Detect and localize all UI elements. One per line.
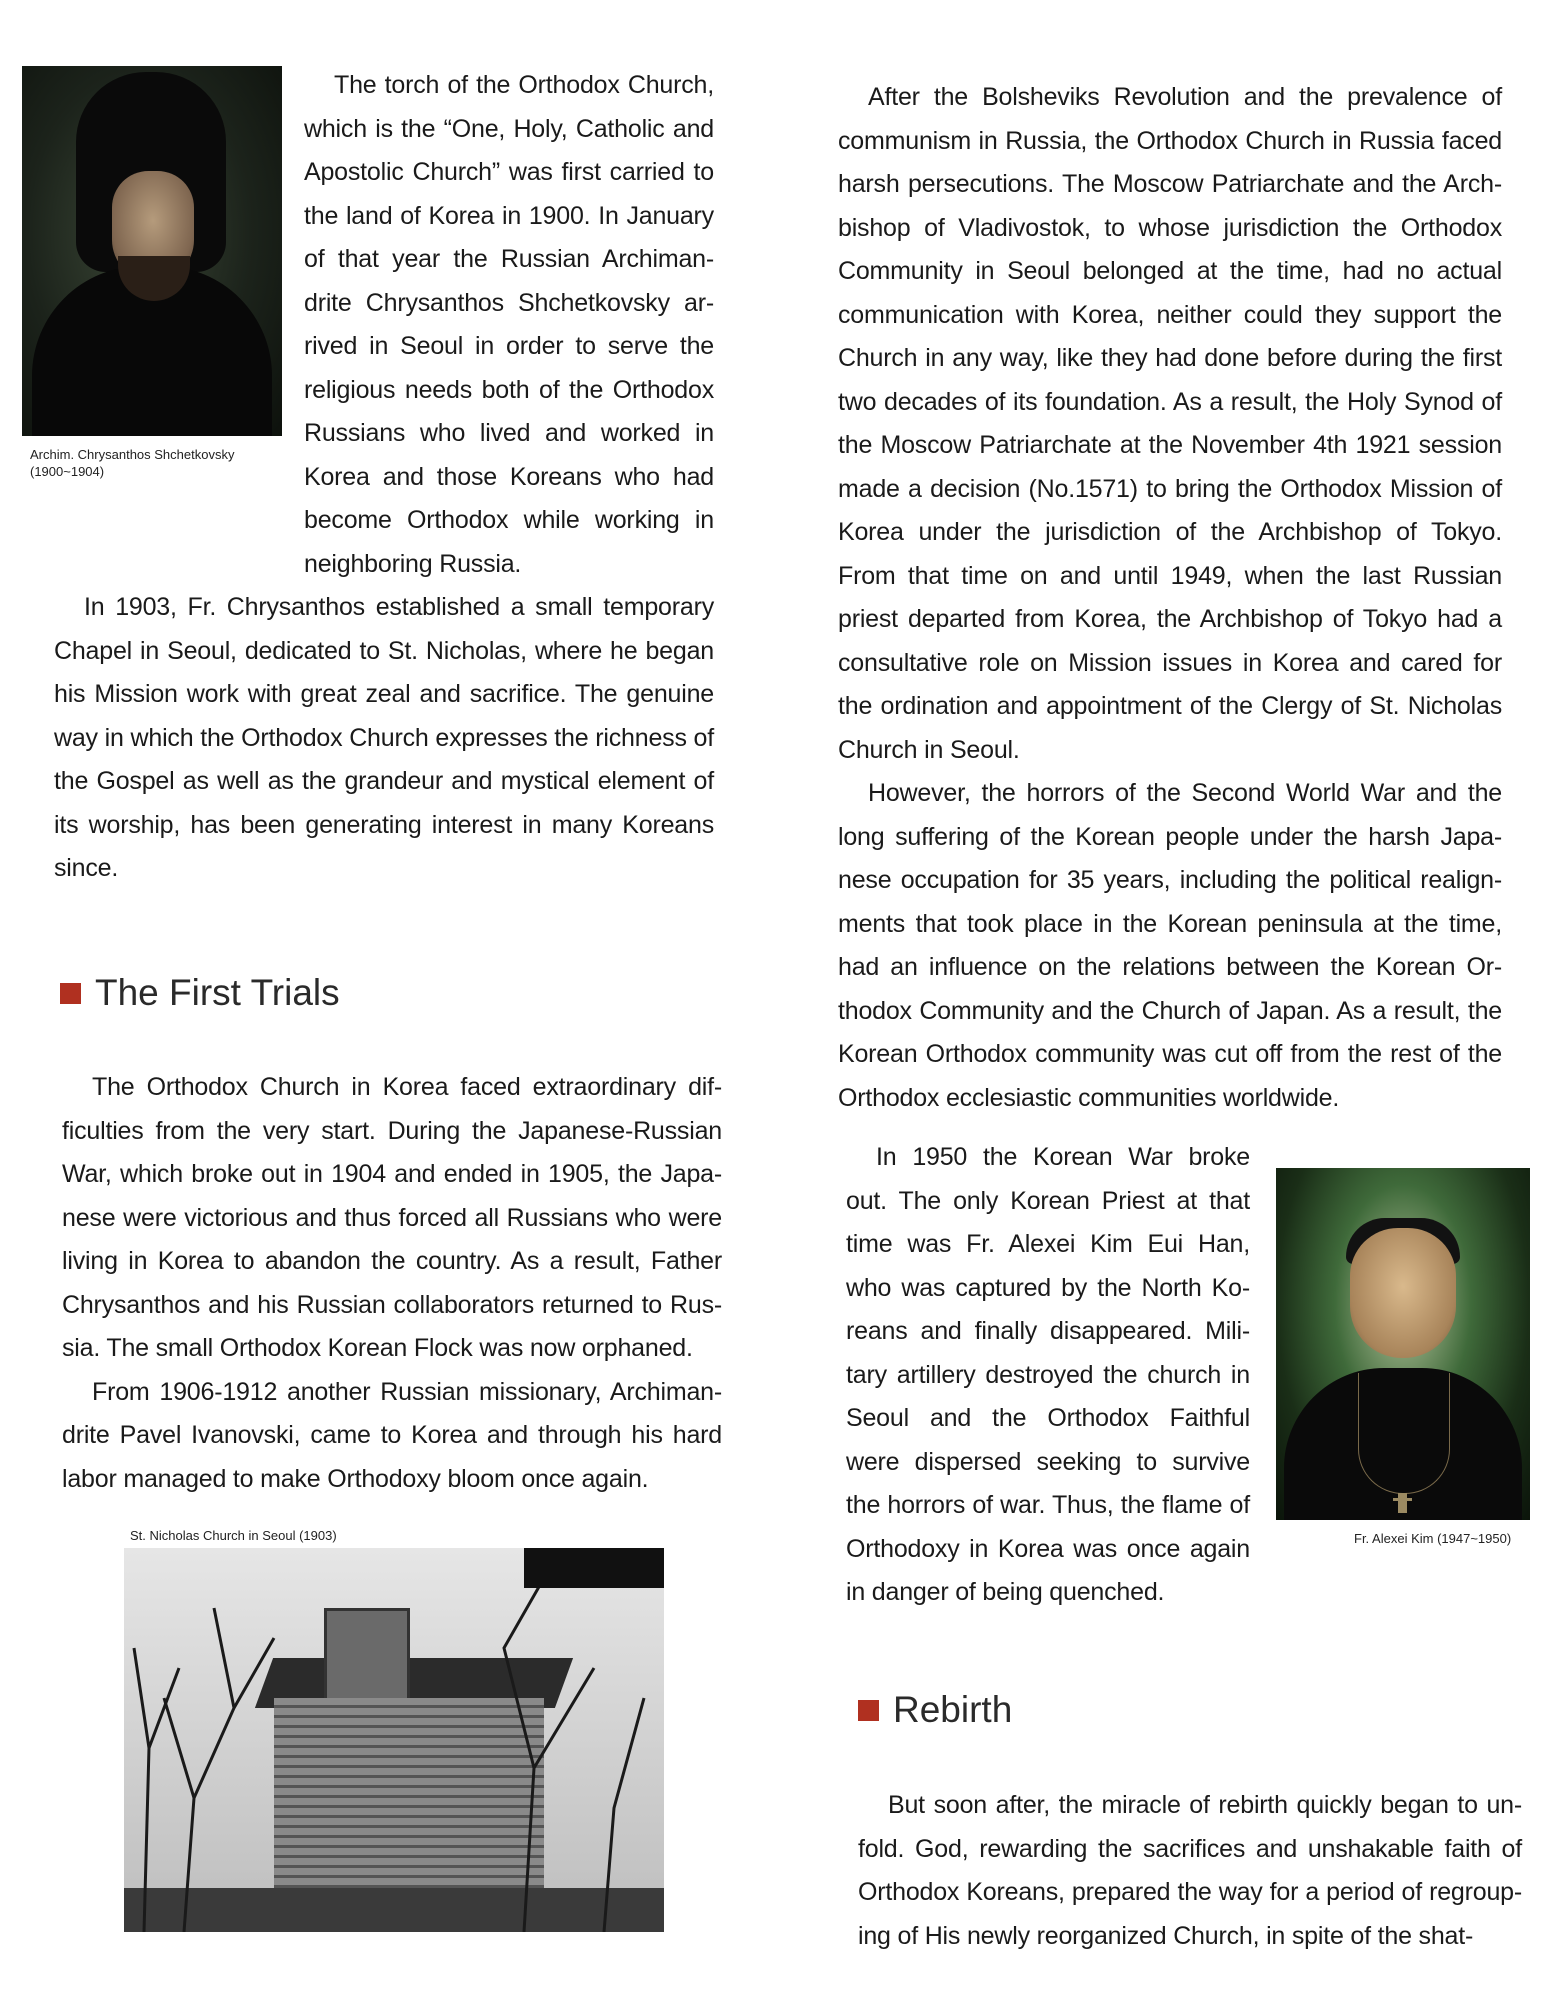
first-trials-paragraph-2: From 1906-1912 another Russian missionary, Archiman-drite Pavel Ivanovski, came to Korea and through his hard labor managed to make Orthodoxy bloom once again.: [62, 1377, 722, 1493]
first-trials-paragraph-1: The Orthodox Church in Korea faced extraordinary dif-ficulties from the very start. During the Japanese-Russian War, which broke out in 1904 and ended in 1905, the Japa-nese were victorious and thus forced all Russians who were living in Korea to abandon the country. As a result, Father Chrysanthos and his Russian collaborators returned to Rus-sia. The small Orthodox Korean Flock was now orphaned.: [62, 1073, 722, 1362]
paragraph-1903: In 1903, Fr. Chrysanthos established a small temporary Chapel in Seoul, dedicated to St. Nicholas, where he began his Mission work with great zeal and sacrifice. The genuine way in which the Orthodox Church expresses the richness of the Gospel as well as the grandeur and mystical element of its worship, has been generating interest in many Koreans since.: [54, 593, 714, 882]
rebirth-section: [858, 1784, 1522, 1958]
heading-marker-icon: [60, 983, 81, 1004]
rebirth-heading: Rebirth: [858, 1689, 1012, 1731]
alexei-kim-portrait: [1276, 1168, 1530, 1520]
rebirth-paragraph: But soon after, the miracle of rebirth quickly began to un-fold. God, rewarding the sacrifices and unshakable faith of Orthodox Koreans, prepared the way for a period of regroup-ing of His newly reorganized Church, in spite of the shat-: [858, 1791, 1522, 1950]
paragraph-1950-block: [846, 1136, 1250, 1615]
intro-paragraph: The torch of the Orthodox Church, which is the “One, Holy, Catholic and Apostolic Church” was first carried to the land of Korea in 1900. In January of that year the Russian Archiman-drite Chrysanthos Shchetkovsky ar-rived in Seoul in order to serve the religious needs both of the Orthodox Russians who lived and worked in Korea and those Koreans who had become Orthodox while working in neighboring Russia.: [304, 71, 714, 578]
alexei-caption: Fr. Alexei Kim (1947~1950): [1354, 1531, 1512, 1546]
first-trials-section: [62, 1066, 722, 1501]
archimandrite-caption: Archim. Chrysanthos Shchetkovsky (1900~1904): [30, 447, 235, 479]
heading-marker-icon: [858, 1700, 879, 1721]
church-caption: St. Nicholas Church in Seoul (1903): [130, 1528, 337, 1543]
paragraph-wwii: However, the horrors of the Second World War and the long suffering of the Korean people under the harsh Japa-nese occupation for 35 years, including the political realign-ments that took place in the Korean peninsula at the time, had an influence on the relations between the Korean Or-thodox Community and the Church of Japan. As a result, the Korean Orthodox community was cut off from the rest of the Orthodox ecclesiastic communities worldwide.: [838, 779, 1502, 1112]
paragraph-1950: In 1950 the Korean War broke out. The only Korean Priest at that time was Fr. Alexei Kim Eui Han, who was captured by the North Ko-reans and finally disappeared. Mili-tary artillery destroyed the church in Seoul and the Orthodox Faithful were dispersed seeking to survive the horrors of war. Thus, the flame of Orthodoxy in Korea was once again in danger of being quenched.: [846, 1143, 1250, 1606]
paragraph-revolution: After the Bolsheviks Revolution and the prevalence of communism in Russia, the Orthodox Church in Russia faced harsh persecutions. The Moscow Patriarchate and the Arch-bishop of Vladivostok, to whose jurisdiction the Orthodox Community in Seoul belonged at the time, had no actual communication with Korea, neither could they support the Church in any way, like they had done before during the first two decades of its foundation. As a result, the Holy Synod of the Moscow Patriarchate at the November 4th 1921 session made a decision (No.1571) to bring the Orthodox Mission of Korea under the jurisdiction of the Archbishop of Tokyo. From that time on and until 1949, when the last Russian priest departed from Korea, the Archbishop of Tokyo had a consultative role on Mission issues in Korea and cared for the ordination and appointment of the Clergy of St. Nicholas Church in Seoul.: [838, 83, 1502, 764]
church-photo: [124, 1548, 664, 1932]
left-column: [54, 64, 714, 891]
first-trials-heading: The First Trials: [60, 972, 340, 1014]
right-column: [838, 76, 1502, 1120]
